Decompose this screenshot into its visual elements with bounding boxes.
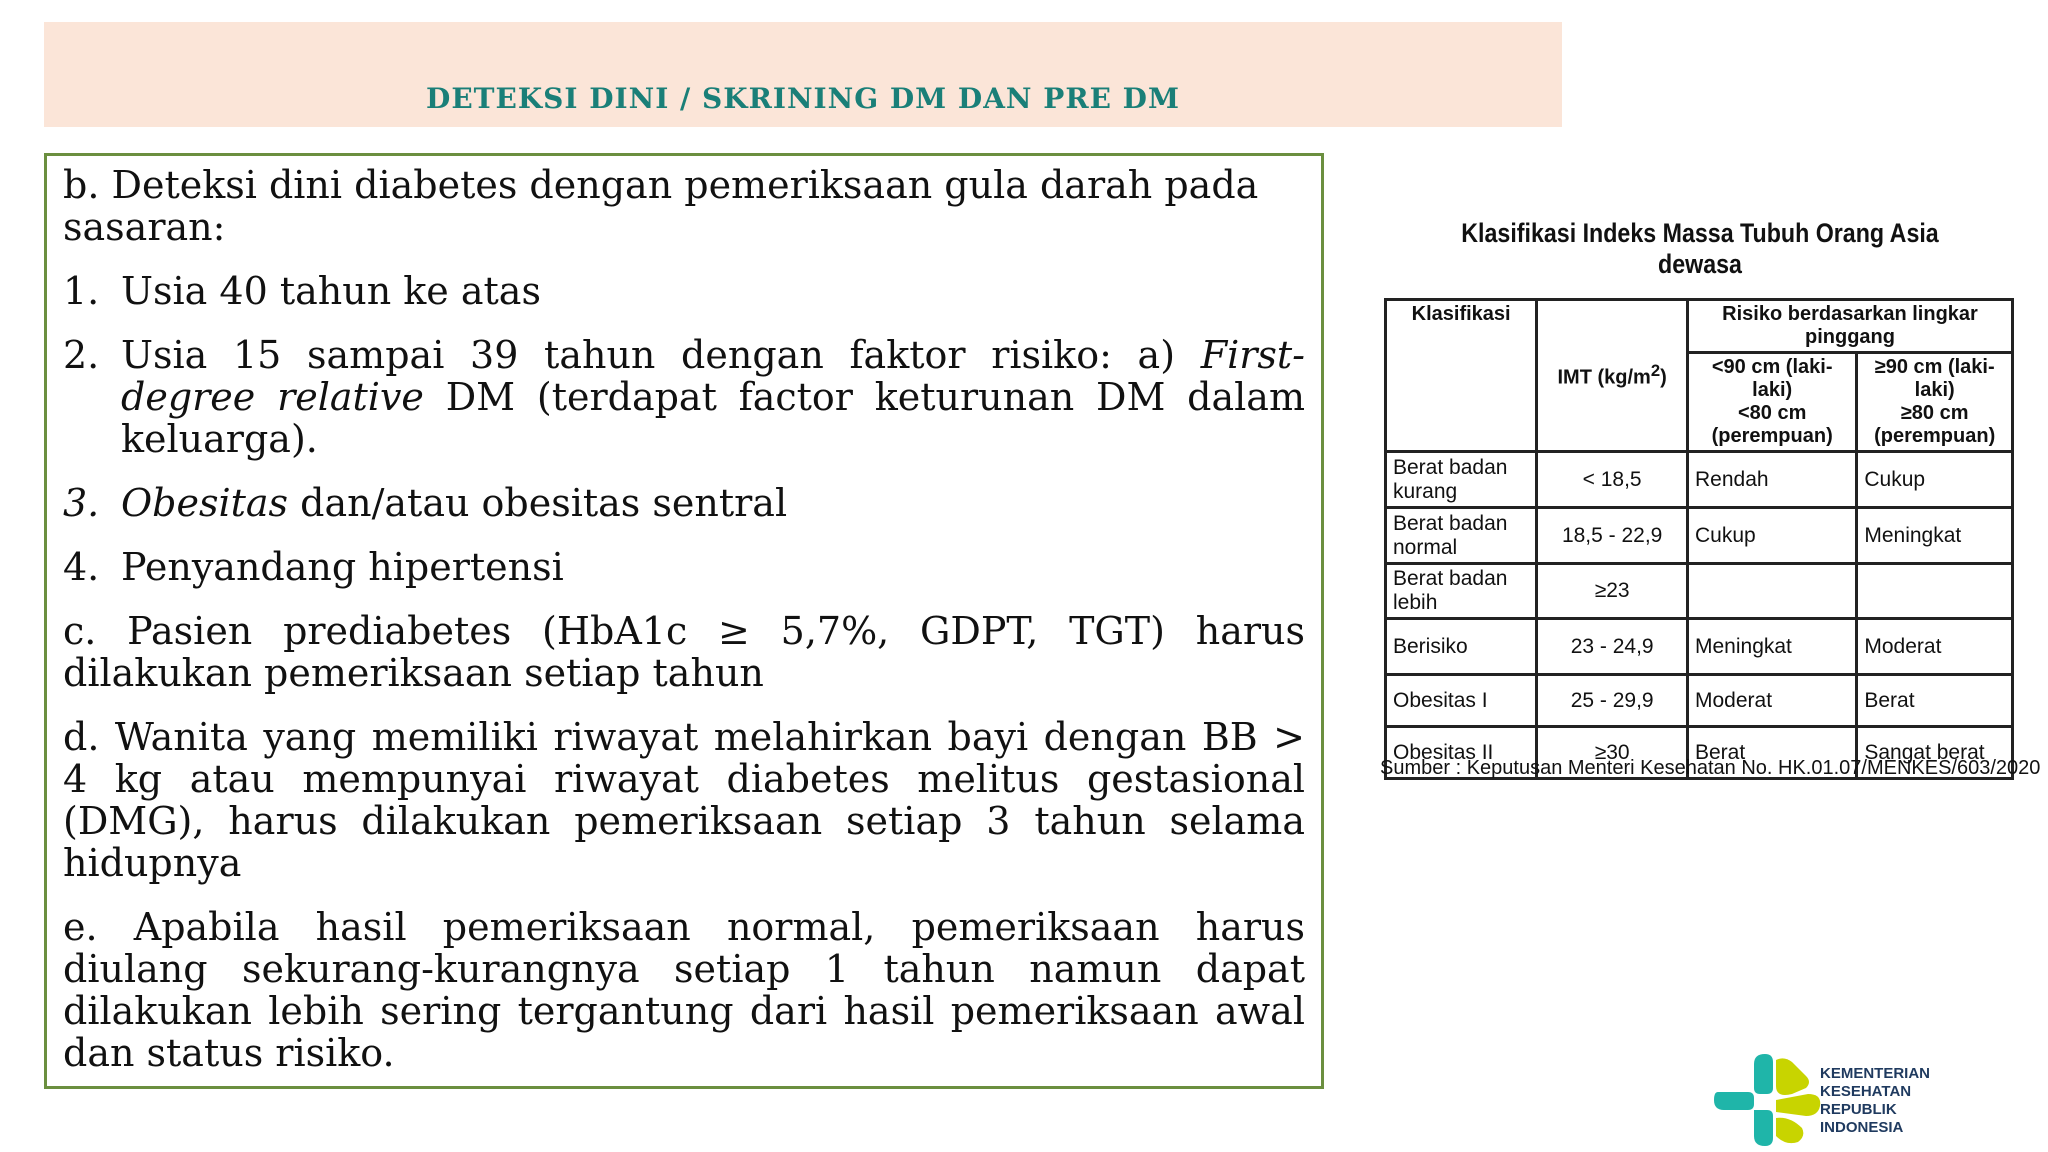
header-imt: [1537, 300, 1688, 452]
logo-line: KEMENTERIAN: [1820, 1065, 1931, 1082]
logo-leaf-right: [1776, 1094, 1820, 1116]
table-header-row: [1386, 300, 2013, 353]
header-imt-sup: 2: [1650, 361, 1661, 381]
cell-low: Berat: [1688, 727, 1857, 779]
logo-line: REPUBLIK: [1820, 1101, 1897, 1118]
table-row: [1386, 619, 2013, 675]
cell-klasifikasi: Berat badan kurang: [1386, 452, 1537, 508]
list-item-4: [63, 546, 1305, 588]
header-low-line2: <80 cm (perempuan): [1711, 402, 1833, 447]
header-high: [1857, 353, 2013, 452]
cell-high: Berat: [1857, 675, 2013, 727]
logo-text: [1820, 1065, 1930, 1137]
cell-high: Sangat berat: [1857, 727, 2013, 779]
list-number: 4.: [63, 545, 100, 589]
cell-imt: 18,5 - 22,9: [1537, 508, 1688, 564]
cell-low: [1688, 564, 1857, 619]
logo-petal-left: [1714, 1092, 1754, 1110]
cell-imt: 25 - 29,9: [1537, 675, 1688, 727]
cell-low: Cukup: [1688, 508, 1857, 564]
content-box: [44, 153, 1324, 1089]
header-klasifikasi: Klasifikasi: [1386, 300, 1537, 452]
table-source: Sumber : Keputusan Menteri Kesehatan No. HK.01.07/MENKES/603/2020: [1380, 757, 2041, 779]
list-text: [121, 334, 1305, 460]
page-title: DETEKSI DINI / SKRINING DM DAN PRE DM: [426, 82, 1180, 115]
table-row: [1386, 452, 2013, 508]
list-item-1: [63, 270, 1305, 312]
header-risiko: Risiko berdasarkan lingkar pinggang: [1688, 300, 2013, 353]
cell-klasifikasi: Berat badan lebih: [1386, 564, 1537, 619]
cell-high: [1857, 564, 2013, 619]
cell-imt: < 18,5: [1537, 452, 1688, 508]
logo-line: INDONESIA: [1820, 1119, 1904, 1136]
header-high-line1: ≥90 cm (laki-laki): [1874, 356, 1995, 401]
list-text: Usia 40 tahun ke atas: [121, 269, 541, 313]
cell-high: Moderat: [1857, 619, 2013, 675]
header-low-line1: <90 cm (laki-laki): [1711, 356, 1833, 401]
paragraph-d: d. Wanita yang memiliki riwayat melahirkan bayi dengan BB > 4 kg atau mempunyai riwayat diabetes melitus gestasional (DMG), harus dilakukan pemeriksaan setiap 3 tahun selama hidupnya: [63, 715, 1305, 885]
cell-low: Rendah: [1688, 452, 1857, 508]
cell-klasifikasi: Obesitas II: [1386, 727, 1537, 779]
list-text-italic: Obesitas: [121, 481, 289, 525]
list-item-2: [63, 334, 1305, 460]
cell-imt: 23 - 24,9: [1537, 619, 1688, 675]
cell-low: Meningkat: [1688, 619, 1857, 675]
paragraph-e: e. Apabila hasil pemeriksaan normal, pemeriksaan harus diulang sekurang-kurangnya setiap 1 tahun namun dapat dilakukan lebih sering tergantung dari hasil pemeriksaan awal dan status risiko.: [63, 905, 1305, 1075]
list-text: Penyandang hipertensi: [121, 545, 564, 589]
cell-klasifikasi: Berat badan normal: [1386, 508, 1537, 564]
cell-imt: ≥23: [1537, 564, 1688, 619]
title-bar: [44, 22, 1562, 127]
bmi-table: [1384, 298, 2014, 780]
cell-low: Moderat: [1688, 675, 1857, 727]
logo-leaf-top: [1776, 1058, 1809, 1095]
cell-high: Meningkat: [1857, 508, 2013, 564]
cell-klasifikasi: Berisiko: [1386, 619, 1537, 675]
logo-line: KESEHATAN: [1820, 1083, 1912, 1100]
table-row: [1386, 675, 2013, 727]
paragraph-c: c. Pasien prediabetes (HbA1c ≥ 5,7%, GDPT, TGT) harus dilakukan pemeriksaan setiap tahun: [63, 609, 1305, 695]
list-text-post: dan/atau obesitas sentral: [288, 481, 788, 525]
list-item-3: [63, 482, 1305, 524]
logo-petal-bottom: [1754, 1110, 1773, 1146]
table-row: [1386, 564, 2013, 619]
header-low: [1688, 353, 1857, 452]
cell-high: Cukup: [1857, 452, 2013, 508]
table-title: Klasifikasi Indeks Massa Tubuh Orang Asia dewasa: [1461, 218, 1939, 279]
header-imt-close: ): [1660, 366, 1667, 389]
list-text-post: DM (terdapat factor keturunan DM dalam keluarga).: [121, 375, 1305, 461]
kemenkes-logo-icon: [1710, 1050, 1830, 1150]
logo-leaf-bottom: [1776, 1118, 1803, 1143]
list-text-pre: Usia 15 sampai 39 tahun dengan faktor risiko: a): [121, 333, 1201, 377]
cell-klasifikasi: Obesitas I: [1386, 675, 1537, 727]
list-text-italic: First-degree relative: [121, 333, 1305, 419]
list-number: 3.: [63, 481, 100, 525]
list-number: 1.: [63, 269, 100, 313]
cell-imt: ≥30: [1537, 727, 1688, 779]
list-number: 2.: [63, 333, 100, 377]
paragraph-b: b. Deteksi dini diabetes dengan pemeriksaan gula darah pada sasaran:: [63, 163, 1259, 249]
list-text: [121, 482, 1305, 524]
table-row: [1386, 508, 2013, 564]
header-imt-text: IMT (kg/m: [1557, 366, 1651, 389]
logo-petal-top: [1754, 1054, 1773, 1094]
header-high-line2: ≥80 cm (perempuan): [1874, 402, 1996, 447]
